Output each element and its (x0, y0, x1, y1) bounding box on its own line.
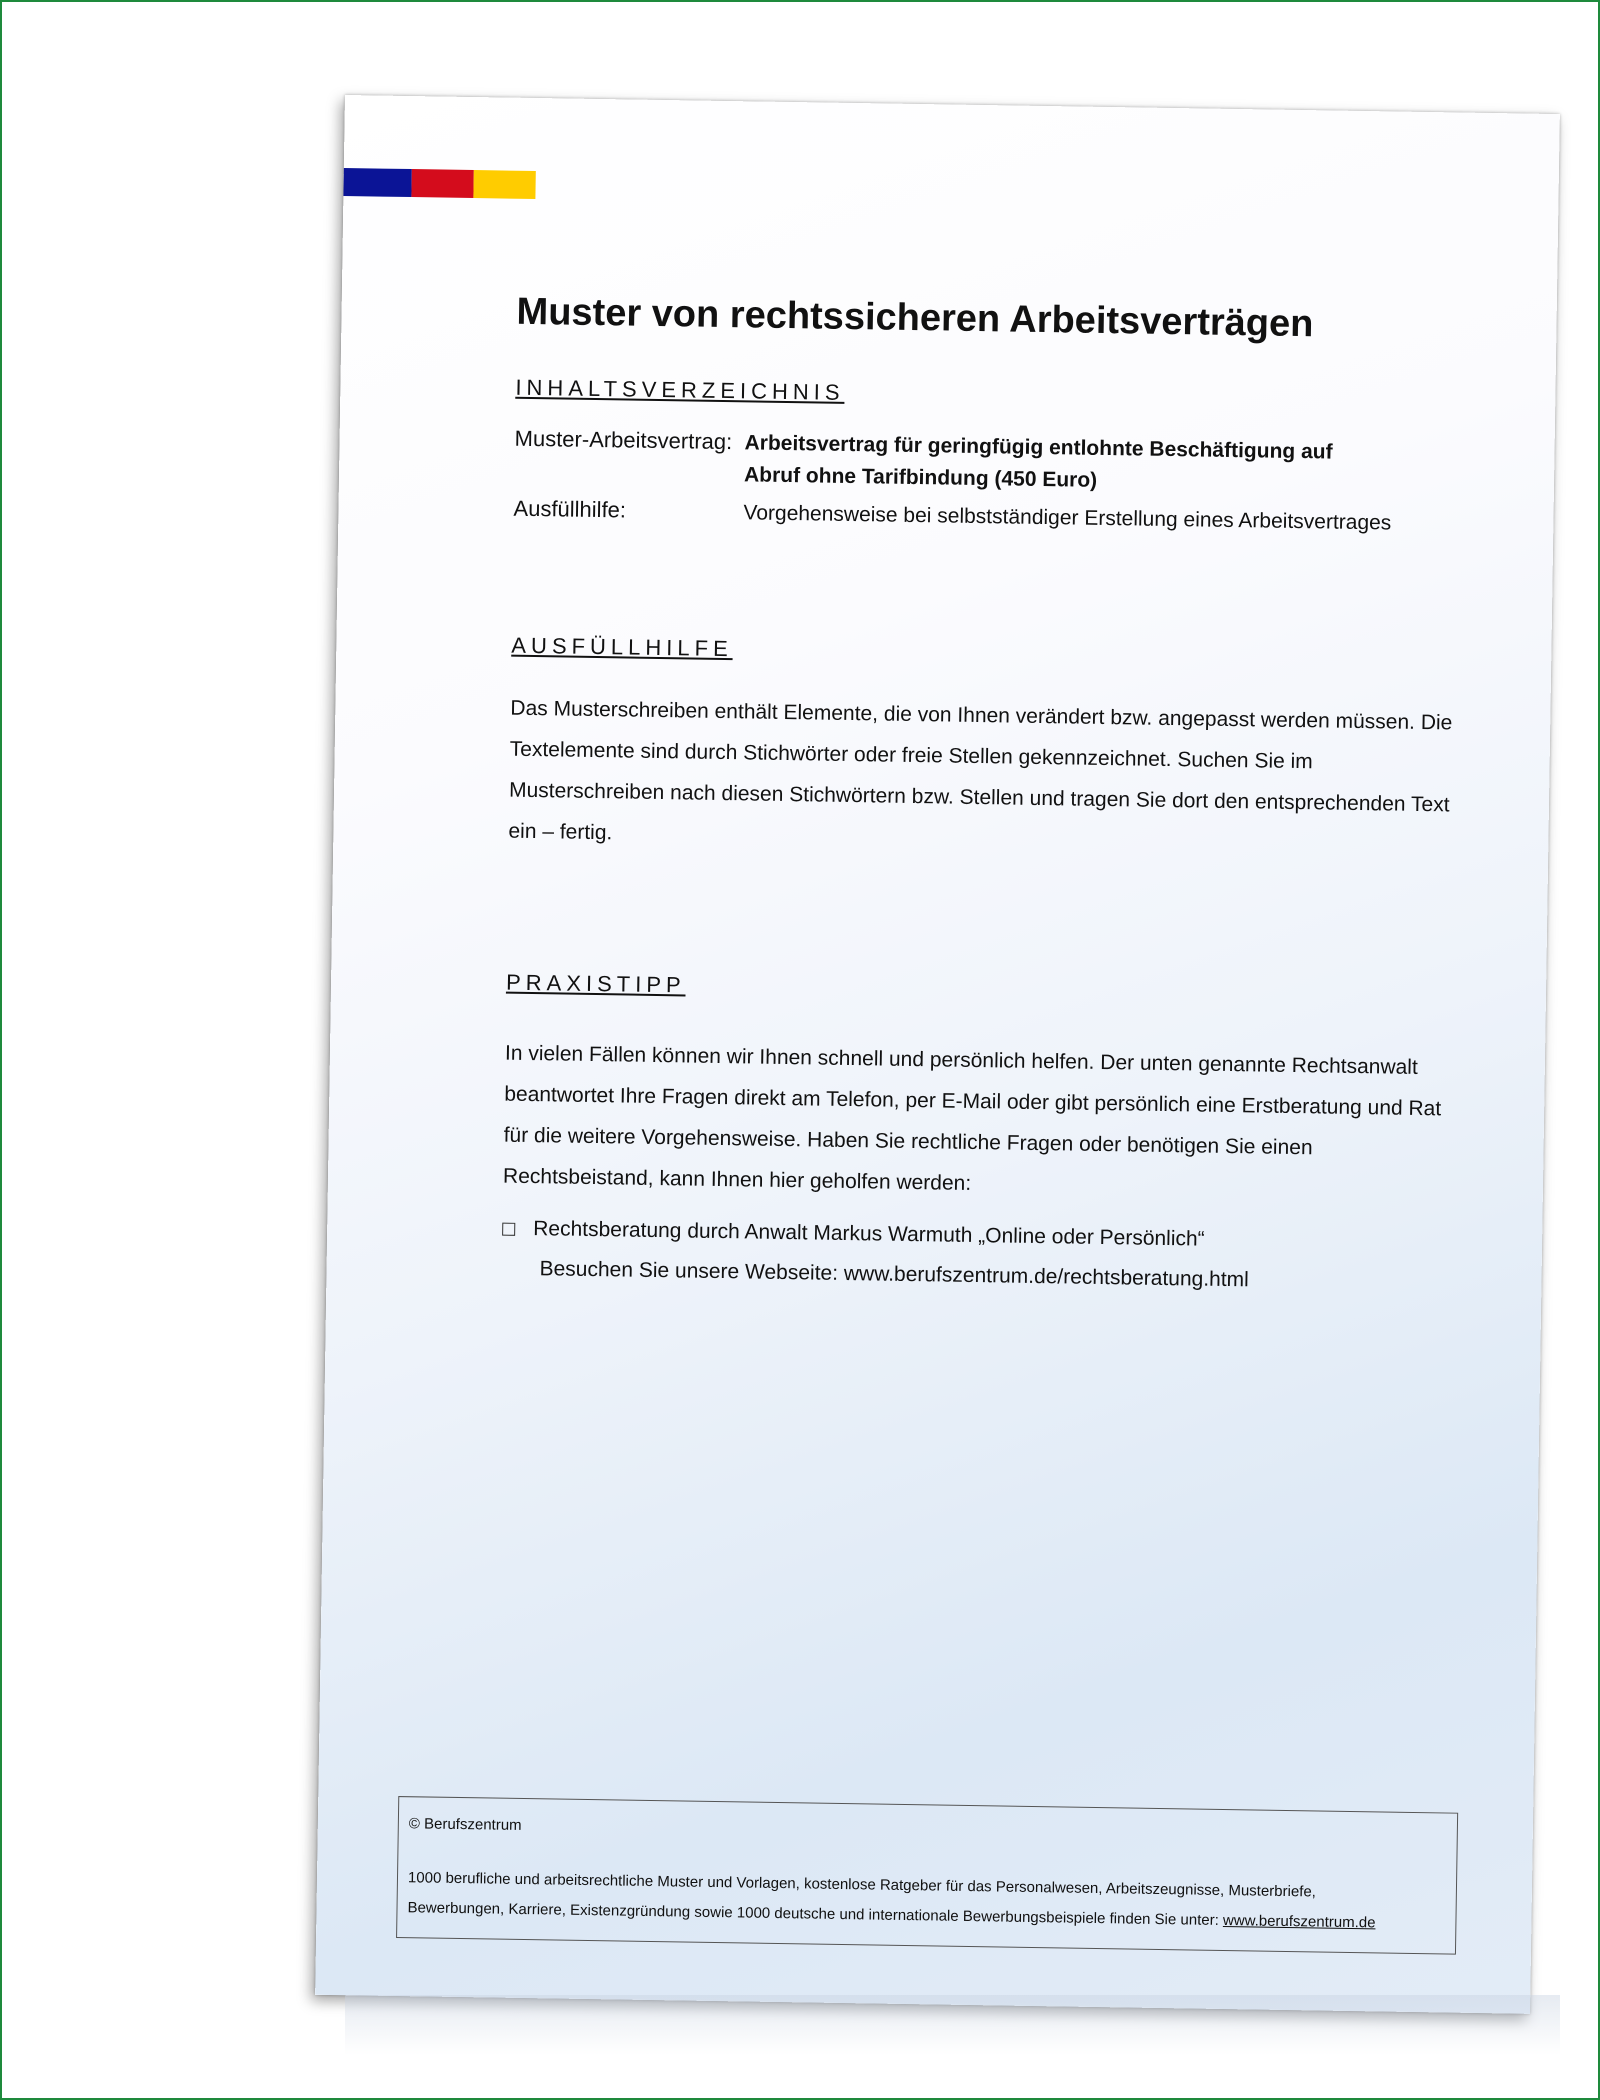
brand-stripe-blue (343, 168, 411, 197)
praxistipp-text: In vielen Fällen können wir Ihnen schnell und persönlich helfen. Der unten genannte Rechtsanwalt beantwortet Ihre Fragen direkt am Telefon, per E-Mail oder gibt persönlich eine Erstberatung und Rat für die weitere Vorgehensweise. Haben Sie rechtliche Fragen oder benötigen Sie einen Rechtsbeistand, kann Ihnen hier geholfen werden: (502, 1041, 1442, 1195)
bullet-line1: Rechtsberatung durch Anwalt Markus Warmuth „Online oder Persönlich“ (533, 1217, 1205, 1251)
toc-value-muster-line1: Arbeitsvertrag für geringfügig entlohnte Beschäftigung auf (744, 431, 1333, 464)
footer-line1: 1000 berufliche und arbeitsrechtliche Muster und Vorlagen, kostenlose Ratgeber für das Personalwesen, Arbeitszeugnisse, Musterbriefe, (407, 1869, 1317, 1901)
toc-value-ausfuellhilfe: Vorgehensweise bei selbstständiger Erstellung eines Arbeitsvertrages (743, 501, 1392, 535)
brand-stripe-red (411, 169, 473, 198)
brand-stripe-yellow (473, 170, 535, 199)
toc-heading: INHALTSVERZEICHNIS (515, 374, 845, 405)
footer-website-link[interactable]: www.berufszentrum.de (1222, 1912, 1376, 1932)
footer-box (396, 1796, 1458, 1955)
praxistipp-heading: PRAXISTIPP (505, 969, 686, 998)
toc-value-muster-line2: Abruf ohne Tarifbindung (450 Euro) (743, 463, 1098, 492)
bullet-line2: Besuchen Sie unsere Webseite: www.berufszentrum.de/rechtsberatung.html (539, 1257, 1250, 1292)
ausfuellhilfe-text: Das Musterschreiben enthält Elemente, die von Ihnen verändert bzw. angepasst werden müssen. Die Textelemente sind durch Stichwörter oder freie Stellen gekennzeichnet. Suchen Sie im Musterschreiben nach diesen Stichwörtern bzw. Stellen und tragen Sie dort den entsprechenden Text ein – fertig. (508, 696, 1453, 845)
toc-label-ausfuellhilfe: Ausfüllhilfe: (513, 495, 627, 523)
toc-label-muster: Muster-Arbeitsvertrag: (514, 425, 733, 455)
document-title: Muster von rechtssicheren Arbeitsverträgen (516, 290, 1314, 346)
footer-line2-text: Bewerbungen, Karriere, Existenzgründung sowie 1000 deutsche und internationale Bewerbungsbeispiele finden Sie unter: (407, 1899, 1224, 1930)
footer-line2 (407, 1899, 1375, 1931)
footer-copyright: © Berufszentrum (408, 1815, 522, 1834)
document-page (315, 95, 1560, 2014)
page-reflection (345, 1995, 1560, 2055)
checkbox-bullet-icon (502, 1223, 515, 1236)
ausfuellhilfe-heading: AUSFÜLLHILFE (511, 632, 733, 662)
